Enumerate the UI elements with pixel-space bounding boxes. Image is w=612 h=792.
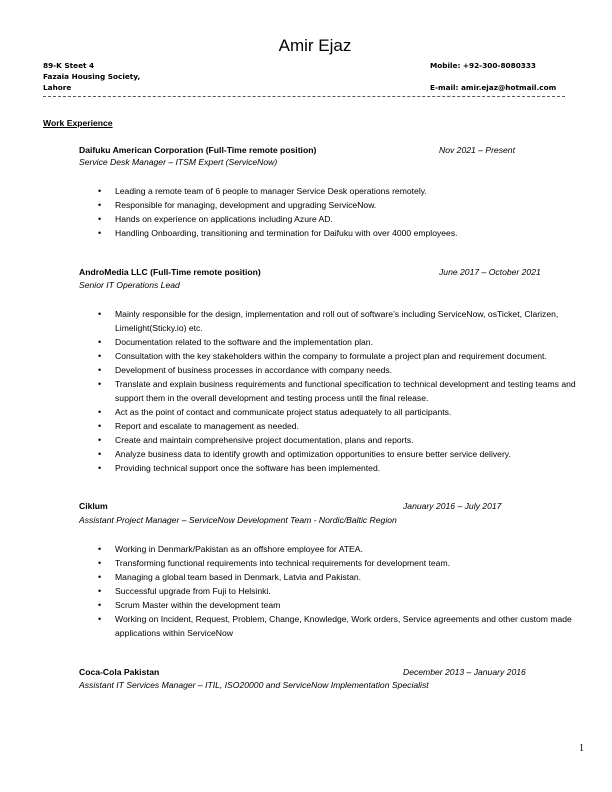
- mobile-number: Mobile: +92-300-8080333: [430, 61, 537, 70]
- job-dates: June 2017 – October 2021: [439, 267, 541, 277]
- job-company: Coca-Cola Pakistan: [79, 667, 160, 677]
- job-bullets: [98, 307, 588, 475]
- list-item: • Leading a remote team of 6 people to manager Service Desk operations remotely.: [98, 184, 588, 198]
- list-item: • Responsible for managing, development and upgrading ServiceNow.: [98, 198, 588, 212]
- list-item: • Hands on experience on applications including Azure AD.: [98, 212, 588, 226]
- job-role: Service Desk Manager – ITSM Expert (ServiceNow): [79, 157, 278, 167]
- list-item: • Handling Onboarding, transitioning and termination for Daifuku with over 4000 employees.: [98, 226, 588, 240]
- list-item: • Providing technical support once the software has been implemented.: [98, 461, 588, 475]
- job-dates: Nov 2021 – Present: [439, 145, 515, 155]
- job-role: Senior IT Operations Lead: [79, 280, 180, 290]
- job-dates: January 2016 – July 2017: [403, 501, 502, 511]
- list-item: • Documentation related to the software and the implementation plan.: [98, 335, 588, 349]
- job-role: Assistant IT Services Manager – ITIL, ISO20000 and ServiceNow Implementation Specialist: [79, 680, 429, 690]
- list-item: • Successful upgrade from Fuji to Helsinki.: [98, 584, 588, 598]
- list-item: • Managing a global team based in Denmark, Latvia and Pakistan.: [98, 570, 588, 584]
- section-title-work-experience: Work Experience: [43, 118, 113, 128]
- list-item: • Working on Incident, Request, Problem, Change, Knowledge, Work orders, Service agreements and other custom made applications within ServiceNow: [98, 612, 588, 640]
- list-item: • Act as the point of contact and communicate project status adequately to all participants.: [98, 405, 588, 419]
- list-item: • Working in Denmark/Pakistan as an offshore employee for ATEA.: [98, 542, 588, 556]
- address-line-2: Fazaia Housing Society,: [43, 72, 141, 81]
- email-address: E-mail: amir.ejaz@hotmail.com: [430, 83, 557, 92]
- list-item: • Development of business processes in accordance with company needs.: [98, 363, 588, 377]
- job-company: AndroMedia LLC (Full-Time remote position): [79, 267, 261, 277]
- list-item: • Translate and explain business requirements and functional specification to technical development and testing teams and support them in the overall development and testing process until the final release.: [98, 377, 588, 405]
- job-company: Ciklum: [79, 501, 108, 511]
- job-bullets: [98, 184, 588, 240]
- candidate-name: Amir Ejaz: [278, 36, 352, 55]
- header-divider: [43, 96, 565, 97]
- list-item: • Create and maintain comprehensive project documentation, plans and reports.: [98, 433, 588, 447]
- list-item: • Consultation with the key stakeholders within the company to formulate a project plan and requirement document.: [98, 349, 588, 363]
- address-line-1: 89-K Steet 4: [43, 61, 95, 70]
- list-item: • Analyze business data to identify growth and optimization opportunities to ensure better service delivery.: [98, 447, 588, 461]
- address-line-3: Lahore: [43, 83, 72, 92]
- page-number: 1: [579, 743, 584, 754]
- job-bullets: [98, 542, 588, 640]
- job-company: Daifuku American Corporation (Full-Time remote position): [79, 145, 317, 155]
- list-item: • Scrum Master within the development team: [98, 598, 588, 612]
- list-item: • Transforming functional requirements into technical requirements for development team.: [98, 556, 588, 570]
- list-item: • Report and escalate to management as needed.: [98, 419, 588, 433]
- list-item: • Mainly responsible for the design, implementation and roll out of software’s including ServiceNow, osTicket, Clarizen, Limelight(Sticky.io) etc.: [98, 307, 588, 335]
- job-role: Assistant Project Manager – ServiceNow Development Team - Nordic/Baltic Region: [79, 515, 397, 525]
- job-dates: December 2013 – January 2016: [403, 667, 526, 677]
